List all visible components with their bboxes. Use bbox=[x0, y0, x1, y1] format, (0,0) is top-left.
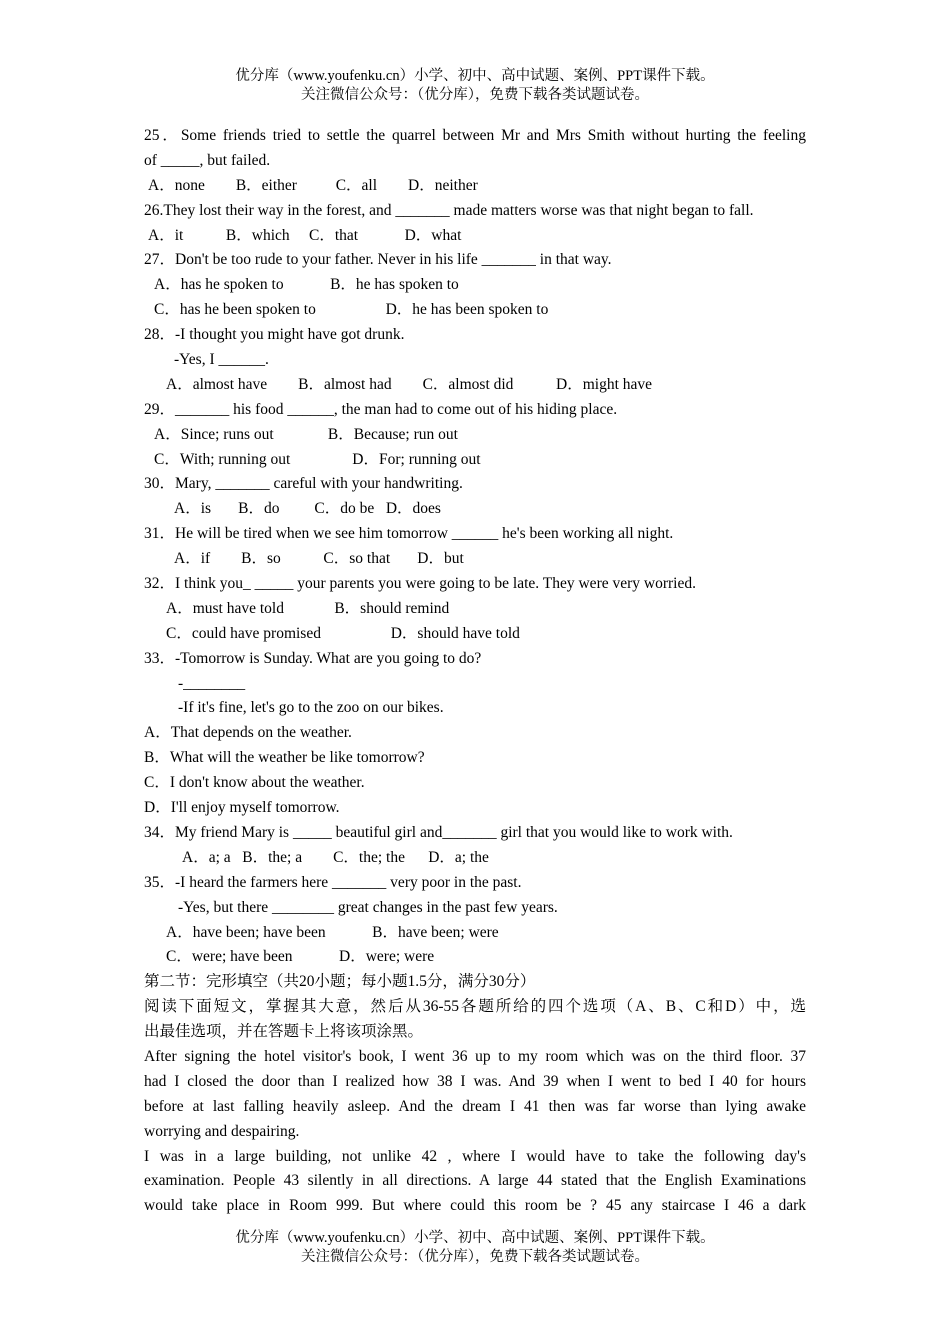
section-instructions: 阅读下面短文，掌握其大意，然后从36-55各题所给的四个选项（A、B、C和D）中，选 bbox=[144, 998, 806, 1016]
question-33-reply: -If it's fine, let's go to the zoo on our bikes. bbox=[178, 699, 444, 717]
question-31-options: A．if B．so C．so that D．but bbox=[174, 550, 464, 568]
question-30-options: A．is B．do C．do be D．does bbox=[174, 500, 441, 518]
section-instructions-cont: 出最佳选项，并在答题卡上将该项涂黑。 bbox=[144, 1023, 424, 1041]
question-27-options-ab: A．has he spoken to B．he has spoken to bbox=[154, 276, 459, 294]
question-33-option-c: C．I don't know about the weather. bbox=[144, 774, 365, 792]
footer-line-1: 优分库（www.youfenku.cn）小学、初中、高中试题、案例、PPT课件下载。 bbox=[235, 1230, 715, 1246]
passage-line: had I closed the door than I realized how 38 I was. And 39 when I went to bed I 40 for hours bbox=[144, 1072, 806, 1090]
question-33-option-a: A．That depends on the weather. bbox=[144, 724, 352, 742]
question-26-options: A．it B．which C．that D．what bbox=[148, 226, 462, 244]
header-line-1: 优分库（www.youfenku.cn）小学、初中、高中试题、案例、PPT课件下载。 bbox=[235, 68, 715, 84]
passage-line: would take place in Room 999. But where could this room be ? 45 any staircase I 46 a dark bbox=[144, 1197, 806, 1215]
passage-line: worrying and despairing. bbox=[144, 1122, 300, 1140]
question-35-options-ab: A．have been; have been B．have been; were bbox=[166, 923, 499, 941]
question-32-options-ab: A．must have told B．should remind bbox=[166, 599, 450, 617]
question-30-stem: 30．Mary, _______ careful with your handwriting. bbox=[144, 475, 463, 493]
question-26-stem: 26.They lost their way in the forest, and _______ made matters worse was that night began to fall. bbox=[144, 201, 754, 219]
question-28-reply: -Yes, I ______. bbox=[174, 351, 269, 369]
question-33-option-b: B．What will the weather be like tomorrow? bbox=[144, 749, 425, 767]
section-title: 第二节：完形填空（共20小题；每小题1.5分，满分30分） bbox=[144, 973, 536, 991]
document-body bbox=[144, 124, 806, 1219]
question-27-options-cd: C．has he been spoken to D．he has been spoken to bbox=[154, 301, 549, 319]
question-32-stem: 32．I think you_ _____ your parents you were going to be late. They were very worried. bbox=[144, 575, 696, 593]
header-line-2: 关注微信公众号：（优分库），免费下载各类试题试卷。 bbox=[301, 87, 649, 103]
question-28-options: A．almost have B．almost had C．almost did D．might have bbox=[166, 375, 653, 393]
page-header bbox=[0, 67, 950, 105]
question-29-options-cd: C．With; running out D．For; running out bbox=[154, 450, 481, 468]
passage-line: I was in a large building, not unlike 42 , where I would have to take the following day's bbox=[144, 1147, 806, 1165]
question-35-options-cd: C．were; have been D．were; were bbox=[166, 948, 435, 966]
question-32-options-cd: C．could have promised D．should have told bbox=[166, 624, 520, 642]
question-34-options: A．a; a B．the; a C．the; the D．a; the bbox=[182, 848, 489, 866]
question-34-stem: 34．My friend Mary is _____ beautiful girl and_______ girl that you would like to work with. bbox=[144, 823, 733, 841]
question-33-blank: -________ bbox=[178, 674, 246, 692]
question-27-stem: 27．Don't be too rude to your father. Never in his life _______ in that way. bbox=[144, 251, 612, 269]
question-35-stem: 35．-I heard the farmers here _______ very poor in the past. bbox=[144, 873, 522, 891]
question-33-option-d: D．I'll enjoy myself tomorrow. bbox=[144, 799, 340, 817]
passage-line: After signing the hotel visitor's book, I went 36 up to my room which was on the third floor. 37 bbox=[144, 1047, 806, 1065]
passage-line: before at last falling heavily asleep. And the dream I 41 then was far worse than lying awake bbox=[144, 1097, 806, 1115]
question-33-stem: 33．-Tomorrow is Sunday. What are you going to do? bbox=[144, 649, 482, 667]
question-31-stem: 31．He will be tired when we see him tomorrow ______ he's been working all night. bbox=[144, 525, 674, 543]
passage-line: examination. People 43 silently in all directions. A large 44 stated that the English Examinations bbox=[144, 1172, 806, 1190]
question-25-options: A．none B．either C．all D．neither bbox=[148, 176, 478, 194]
question-28-stem: 28．-I thought you might have got drunk. bbox=[144, 326, 405, 344]
question-29-options-ab: A．Since; runs out B．Because; run out bbox=[154, 425, 458, 443]
question-35-reply: -Yes, but there ________ great changes in the past few years. bbox=[178, 898, 558, 916]
question-25-stem: 25．Some friends tried to settle the quarrel between Mr and Mrs Smith without hurting the feeling bbox=[144, 127, 806, 144]
page-footer bbox=[0, 1229, 950, 1267]
footer-line-2: 关注微信公众号：（优分库），免费下载各类试题试卷。 bbox=[301, 1249, 649, 1265]
question-25-stem-cont: of _____, but failed. bbox=[144, 151, 271, 169]
question-29-stem: 29．_______ his food ______, the man had to come out of his hiding place. bbox=[144, 400, 618, 418]
